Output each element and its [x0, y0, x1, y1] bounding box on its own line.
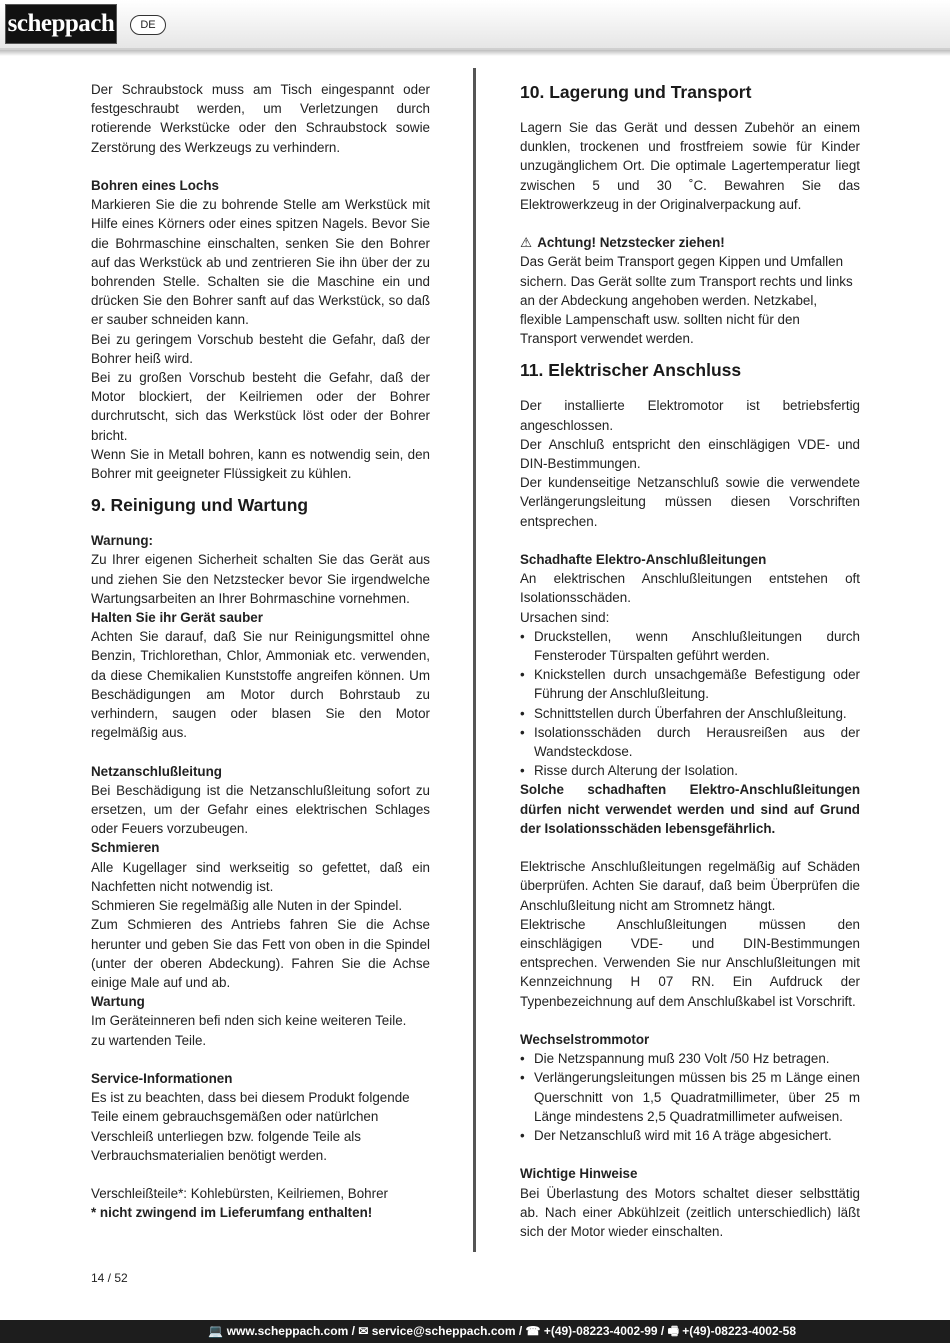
insulation-damage-paragraph: An elektrischen Anschlußleitungen entstehen oft Isolationsschäden. — [520, 571, 860, 606]
transport-paragraph: Das Gerät beim Transport gegen Kippen und Umfallen sichern. Das Gerät sollte zum Transport rechts und links an der Abdeckung angehoben werden. Netzkabel, flexible Lampenschaft usw. sollten nicht für den Transport verwendet werden. — [520, 254, 853, 347]
separator: / — [657, 1324, 668, 1338]
wear-parts-line: Verschleißteile*: Kohlebürsten, Keilriemen, Bohrer — [91, 1186, 388, 1202]
fax-number: +(49)-08223-4002-58 — [682, 1324, 796, 1338]
feed-low-paragraph: Bei zu geringem Vorschub besteht die Gefahr, daß der Bohrer heiß wird. — [91, 331, 430, 366]
list-item: • Schnittstellen durch Überfahren der Anschlußleitung. — [520, 704, 860, 723]
section-10-title: 10. Lagerung und Transport — [520, 82, 752, 102]
danger-paragraph: Solche schadhaften Elektro-Anschlußleitungen dürfen nicht verwendet werden und sind auf Grund der Isolationsschäden lebensgefährlich. — [520, 782, 860, 836]
fax-icon: 🖷 — [667, 1324, 679, 1338]
language-badge: DE — [130, 15, 166, 35]
header-shadow — [0, 50, 950, 56]
motor-list — [520, 1049, 860, 1145]
ac-motor-heading: Wechselstrommotor — [520, 1032, 650, 1048]
causes-list — [520, 627, 860, 781]
check-cables-paragraph: Elektrische Anschlußleitungen regelmäßig auf Schäden überprüfen. Achten Sie darauf, daß beim Überprüfen die Anschlußleitung nicht am Stromnetz hängt. — [520, 859, 860, 913]
phone-icon: ☎ — [525, 1324, 541, 1338]
drive-lubrication-paragraph: Zum Schmieren des Antriebs fahren Sie die Achse herunter und geben Sie das Fett von oben in die Spindel (unter der oberen Abdeckung). Fahren Sie die Achse einige Male auf und ab. — [91, 917, 430, 990]
service-info-heading: Service-Informationen — [91, 1070, 233, 1086]
maintenance-paragraph-cont: zu wartenden Teile. — [91, 1032, 207, 1048]
list-item: • Die Netzspannung muß 230 Volt /50 Hz betragen. — [520, 1049, 860, 1068]
drilling-paragraph: Markieren Sie die zu bohrende Stelle am Werkstück mit Hilfe eines Körners oder eines spitzen Nagels. Bevor Sie die Bohrmaschine einschalten, senken Sie den Bohrer auf das Werkstück ab und zentrieren Sie ihn über der zu bohrenden Stelle. Schalten sie die Maschine ein und drücken Sie den Bohrer sanft auf das Werkstück, so daß er sauber schneiden kann. — [91, 197, 430, 328]
customer-connection-paragraph: Der kundenseitige Netzanschluß sowie die verwendete Verlängerungsleitung müssen diesen Vorschriften entsprechen. — [520, 475, 860, 529]
list-item: • Isolationsschäden durch Herausreißen aus der Wandsteckdose. — [520, 723, 860, 761]
right-column — [520, 80, 860, 1241]
page-header — [0, 0, 950, 50]
keep-clean-heading: Halten Sie ihr Gerät sauber — [91, 610, 263, 626]
causes-label: Ursachen sind: — [520, 609, 610, 625]
unplug-warning-heading — [520, 233, 860, 252]
lubrication-heading: Schmieren — [91, 840, 160, 856]
power-cord-paragraph: Bei Beschädigung ist die Netzanschlußleitung sofort zu ersetzen, um der Gefahr eines elektrischen Schlages oder Feuers vorzubeugen. — [91, 782, 430, 837]
mail-icon: ✉ — [358, 1324, 369, 1338]
overload-paragraph: Bei Überlastung des Motors schaltet dieser selbsttätig ab. Nach einer Abkühlzeit (zeitlich unterschiedlich) läßt sich der Motor wieder einschalten. — [520, 1185, 860, 1240]
damaged-cables-heading: Schadhafte Elektro-Anschlußleitungen — [520, 552, 767, 568]
metal-drilling-paragraph: Wenn Sie in Metall bohren, kann es notwendig sein, den Bohrer mit geeigneter Flüssigkeit zu kühlen. — [91, 446, 430, 482]
page-number: 14 / 52 — [91, 1271, 128, 1285]
bearings-paragraph: Alle Kugellager sind werkseitig so gefettet, daß ein Nachfetten nicht notwendig ist. — [91, 859, 430, 894]
unplug-warning-text: Achtung! Netzstecker ziehen! — [537, 235, 725, 251]
storage-paragraph: Lagern Sie das Gerät und dessen Zubehör an einem dunklen, trockenen und frostfreiem sowie für Kinder unzugänglichem Ort. Die optimale Lagertemperatur liegt zwischen 5 und 30 ˚C. Bewahren Sie das Elektrowerkzeug in der Originalverpackung auf. — [520, 120, 860, 212]
warning-heading: Warnung: — [91, 533, 153, 549]
list-item: • Risse durch Alterung der Isolation. — [520, 761, 860, 780]
column-divider — [473, 68, 476, 1252]
not-included-note: * nicht zwingend im Lieferumfang enthalten! — [91, 1205, 373, 1221]
separator: / — [515, 1324, 526, 1338]
list-item: • Knickstellen durch unsachgemäße Befestigung oder Führung der Anschlußleitung. — [520, 665, 860, 703]
scheppach-logo: scheppach — [5, 4, 117, 44]
computer-icon: 💻 — [208, 1324, 224, 1338]
vise-paragraph: Der Schraubstock muss am Tisch eingespannt oder festgeschraubt werden, um Verletzungen durch rotierende Werkstücke oder den Schraubstock sowie Zerstörung des Werkzeugs zu verhindern. — [91, 82, 430, 155]
cable-spec-paragraph: Elektrische Anschlußleitungen müssen den einschlägigen VDE- und DIN-Bestimmungen entsprechen. Verwenden Sie nur Anschlußleitungen mit Kennzeichnung H 07 RN. Ein Aufdruck der Typenbezeichnung auf dem Anschlußkabel ist Vorschrift. — [520, 916, 860, 1009]
service-info-paragraph: Es ist zu beachten, dass bei diesem Produkt folgende Teile einem gebrauchsgemäßen oder natürlchen Verschleiß unterliegen bzw. folgende Teile als Verbrauchsmaterialien benötigt werden. — [91, 1090, 410, 1163]
spindle-grooves-paragraph: Schmieren Sie regelmäßig alle Nuten in der Spindel. — [91, 898, 403, 914]
email-link[interactable]: service@scheppach.com — [371, 1324, 516, 1338]
drilling-heading: Bohren eines Lochs — [91, 178, 219, 193]
vde-paragraph: Der Anschluß entspricht den einschlägigen VDE- und DIN-Bestimmungen. — [520, 436, 860, 472]
cleaning-paragraph: Achten Sie darauf, daß Sie nur Reinigungsmittel ohne Benzin, Trichlorethan, Chlor, Ammoniak etc. verwenden, da diese Chemikalien Kunststoffe angreifen können. Um Beschädigungen am Motor durch Bohrstaub zu verhindern, saugen oder blasen Sie den Motor regelmäßig aus. — [91, 629, 430, 741]
list-item: • Der Netzanschluß wird mit 16 A träge abgesichert. — [520, 1126, 860, 1145]
website-link[interactable]: www.scheppach.com — [226, 1324, 349, 1338]
important-notes-heading: Wichtige Hinweise — [520, 1166, 638, 1182]
list-item: • Verlängerungsleitungen müssen bis 25 m Länge einen Querschnitt von 1,5 Quadratmillimeter, über 25 m Länge mindestens 2,5 Quadratmillimeter aufweisen. — [520, 1068, 860, 1126]
warning-triangle-icon: ⚠ — [520, 235, 533, 251]
maintenance-paragraph: Im Geräteinneren befi nden sich keine weiteren Teile. — [91, 1013, 407, 1029]
section-9-title: 9. Reinigung und Wartung — [91, 495, 309, 516]
maintenance-heading: Wartung — [91, 994, 145, 1010]
phone-number: +(49)-08223-4002-99 — [543, 1324, 658, 1338]
warning-paragraph: Zu Ihrer eigenen Sicherheit schalten Sie das Gerät aus und ziehen Sie den Netzstecker bevor Sie irgendwelche Wartungsarbeiten an Ihrer Bohrmaschine vornehmen. — [91, 552, 430, 606]
page-footer — [0, 1320, 950, 1343]
motor-connected-paragraph: Der installierte Elektromotor ist betriebsfertig angeschlossen. — [520, 398, 860, 433]
feed-high-paragraph: Bei zu großen Vorschub besteht die Gefahr, daß der Motor blockiert, der Keilriemen oder der Bohrer durchrutscht, sich das Werkstück löst oder der Bohrer bricht. — [91, 370, 430, 443]
list-item: • Druckstellen, wenn Anschlußleitungen durch Fensteroder Türspalten geführt werden. — [520, 627, 860, 665]
section-11-title: 11. Elektrischer Anschluss — [520, 360, 742, 381]
power-cord-heading: Netzanschlußleitung — [91, 763, 222, 779]
left-column — [91, 80, 430, 1223]
separator: / — [348, 1324, 359, 1338]
